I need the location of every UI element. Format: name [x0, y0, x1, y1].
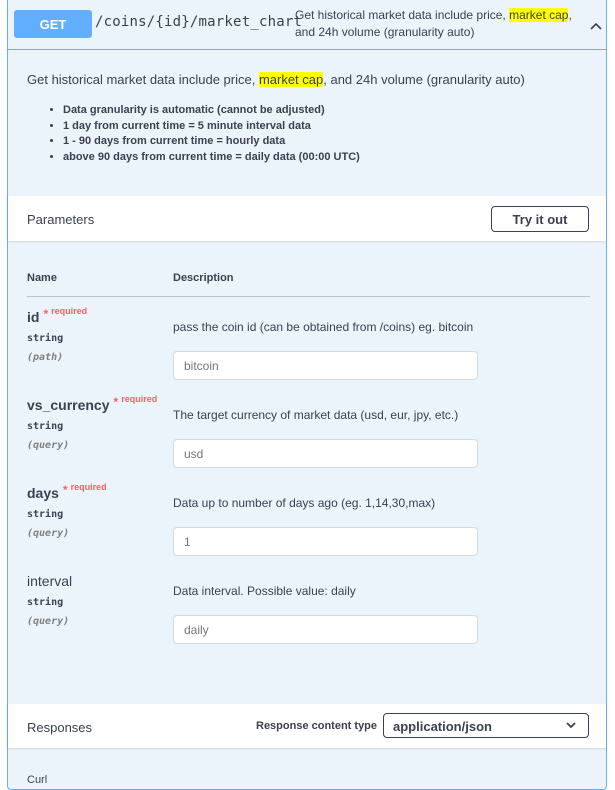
content-type-selected-value: application/json: [393, 719, 492, 734]
description-highlight: market cap: [258, 72, 324, 87]
param-location-id: (path): [27, 352, 64, 363]
required-star: *: [62, 483, 68, 497]
parameters-title: Parameters: [27, 212, 95, 227]
param-description-id: pass the coin id (can be obtained from /coins) eg. bitcoin: [173, 320, 474, 334]
operation-description: [27, 72, 525, 87]
responses-title: Responses: [27, 720, 93, 735]
days-input[interactable]: [173, 527, 478, 556]
granularity-notes-list: [27, 103, 360, 165]
required-label: required: [70, 482, 107, 492]
chevron-down-icon: [564, 718, 578, 732]
list-item: • 1 - 90 days from current time = hourly data: [63, 134, 360, 150]
operation-block: [7, 0, 607, 790]
description-text-before: Get historical market data include price,: [27, 72, 259, 87]
list-item: • 1 day from current time = 5 minute interval data: [63, 119, 360, 135]
endpoint-path: /coins/{id}/market_chart: [95, 14, 303, 30]
param-type-vs-currency: string: [27, 421, 64, 432]
required-star: *: [113, 395, 119, 409]
param-location-days: (query): [27, 528, 70, 539]
param-type-interval: string: [27, 597, 64, 608]
description-text-after: , and 24h volume (granularity auto): [323, 72, 525, 87]
param-description-vs-currency: The target currency of market data (usd, eur, jpy, etc.): [173, 408, 459, 422]
param-location-vs-currency: (query): [27, 440, 70, 451]
param-name-text: id: [27, 309, 40, 325]
id-input[interactable]: [173, 351, 478, 380]
summary-text-before: Get historical market data include price,: [295, 8, 510, 22]
param-name-days: [27, 482, 107, 501]
summary-text-after: , and 24h volume (granularity auto): [295, 8, 572, 39]
list-item: • above 90 days from current time = daily data (00:00 UTC): [63, 150, 360, 166]
operation-summary-description: [295, 7, 577, 41]
param-description-interval: Data interval. Possible value: daily: [173, 584, 356, 598]
param-name-id: [27, 306, 88, 325]
curl-label: Curl: [27, 774, 48, 786]
try-it-out-button[interactable]: Try it out: [491, 206, 589, 232]
response-content-type-label: Response content type: [256, 720, 378, 732]
http-method-badge: GET: [14, 10, 92, 38]
column-header-name: Name: [27, 272, 57, 284]
parameters-header: [8, 196, 606, 241]
interval-input[interactable]: [173, 615, 478, 644]
required-label: required: [121, 394, 158, 404]
param-name-vs-currency: [27, 394, 158, 413]
param-name-interval: interval: [27, 573, 73, 589]
collapse-chevron-up-icon[interactable]: [590, 19, 602, 33]
param-type-days: string: [27, 509, 64, 520]
response-content-type-select[interactable]: [383, 713, 589, 738]
list-item: • Data granularity is automatic (cannot be adjusted): [63, 103, 360, 119]
operation-summary[interactable]: [8, 0, 606, 50]
param-location-interval: (query): [27, 616, 70, 627]
param-name-text: days: [27, 485, 59, 501]
column-header-description: Description: [173, 272, 234, 284]
param-description-days: Data up to number of days ago (eg. 1,14,30,max): [173, 496, 436, 510]
vs-currency-input[interactable]: [173, 439, 478, 468]
required-label: required: [51, 306, 88, 316]
summary-highlight: market cap: [509, 8, 569, 22]
responses-header: [8, 704, 606, 748]
required-star: *: [43, 307, 49, 321]
param-type-id: string: [27, 333, 64, 344]
param-name-text: vs_currency: [27, 397, 110, 413]
table-header-divider: [27, 296, 590, 297]
